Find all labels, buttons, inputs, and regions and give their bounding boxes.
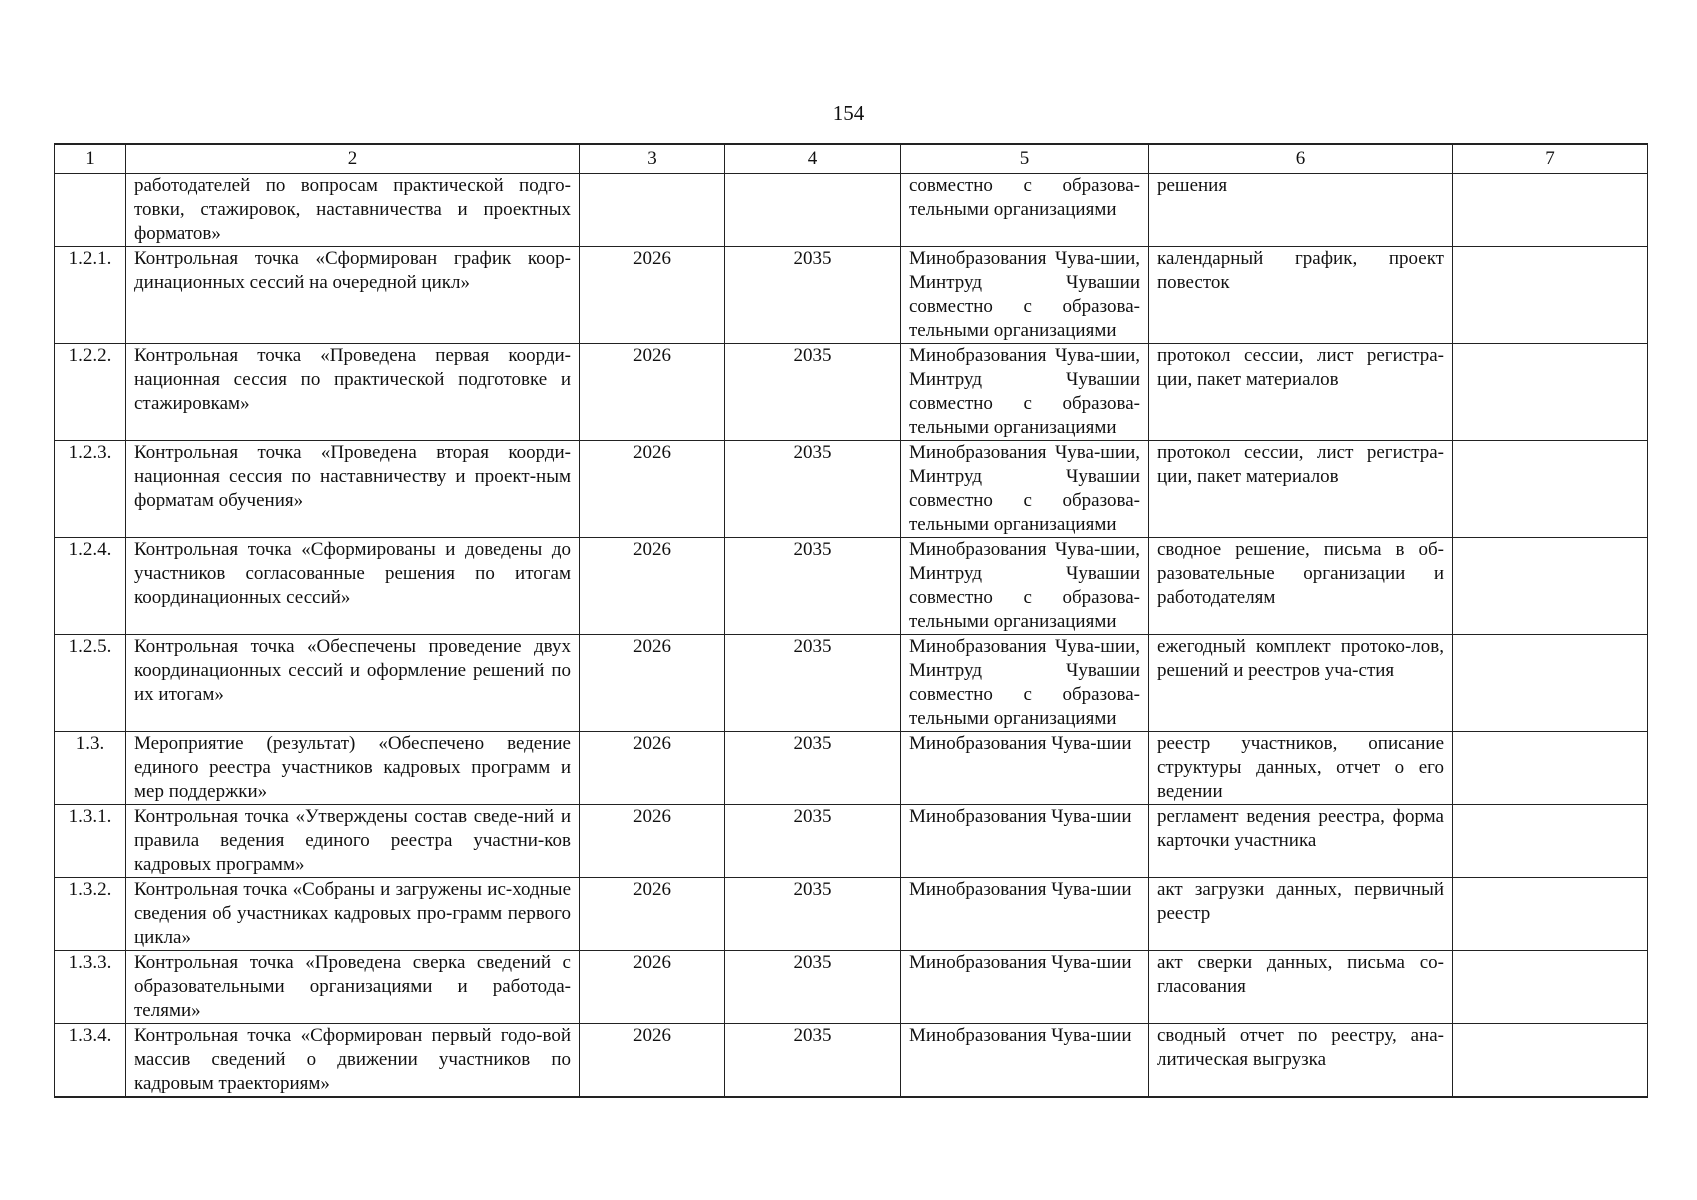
event-name: Контрольная точка «Проведена первая коорди-национная сессия по практической подготовке и стажировкам» [126,344,580,441]
start-year: 2026 [580,344,725,441]
row-number: 1.2.2. [55,344,126,441]
row-number: 1.3.4. [55,1024,126,1098]
row-number: 1.3. [55,732,126,805]
event-name: Контрольная точка «Сформированы и доведены до участников согласованные решения по итогам координационных сессий» [126,538,580,635]
event-name: Мероприятие (результат) «Обеспечено ведение единого реестра участников кадровых программ и мер поддержки» [126,732,580,805]
row-number: 1.3.2. [55,878,126,951]
event-name: Контрольная точка «Проведена сверка сведений с образовательными организациями и работода-телями» [126,951,580,1024]
result-document: сводное решение, письма в об-разовательные организации и работодателям [1149,538,1453,635]
row-number: 1.2.5. [55,635,126,732]
responsible: Минобразования Чува-шии [901,878,1149,951]
result-document: акт сверки данных, письма со-гласования [1149,951,1453,1024]
result-document: ежегодный комплект протоко-лов, решений и реестров уча-стия [1149,635,1453,732]
note [1453,441,1648,538]
note [1453,1024,1648,1098]
page-number: 154 [832,101,865,125]
column-number: 4 [725,144,901,174]
note [1453,951,1648,1024]
event-name: Контрольная точка «Сформирован график коор-динационных сессий на очередной цикл» [126,247,580,344]
note [1453,344,1648,441]
end-year [725,174,901,247]
result-document: календарный график, проект повесток [1149,247,1453,344]
end-year: 2035 [725,878,901,951]
event-name: Контрольная точка «Собраны и загружены ис-ходные сведения об участниках кадровых про-грамм первого цикла» [126,878,580,951]
event-name: Контрольная точка «Проведена вторая коорди-национная сессия по наставничеству и проект-ным форматам обучения» [126,441,580,538]
responsible: Минобразования Чува-шии [901,805,1149,878]
plan-table [54,143,1648,1098]
row-number: 1.3.3. [55,951,126,1024]
column-number: 2 [126,144,580,174]
event-name: работодателей по вопросам практической подго-товки, стажировок, наставничества и проектных форматов» [126,174,580,247]
responsible: Минобразования Чува-шии [901,1024,1149,1098]
table-row [55,441,1648,538]
start-year: 2026 [580,538,725,635]
end-year: 2035 [725,635,901,732]
table-row [55,1024,1648,1098]
start-year: 2026 [580,732,725,805]
result-document: реестр участников, описание структуры данных, отчет о его ведении [1149,732,1453,805]
note [1453,247,1648,344]
table-row [55,247,1648,344]
note [1453,805,1648,878]
row-number [55,174,126,247]
end-year: 2035 [725,1024,901,1098]
responsible: Минобразования Чува-шии [901,951,1149,1024]
column-number-row [55,144,1648,174]
result-document: регламент ведения реестра, форма карточки участника [1149,805,1453,878]
start-year [580,174,725,247]
table-row [55,635,1648,732]
start-year: 2026 [580,441,725,538]
event-name: Контрольная точка «Сформирован первый годо-вой массив сведений о движении участников по кадровым траекториям» [126,1024,580,1098]
column-number: 7 [1453,144,1648,174]
responsible: Минобразования Чува-шии, Минтруд Чувашии совместно с образова-тельными организациями [901,247,1149,344]
table-row [55,805,1648,878]
row-number: 1.2.4. [55,538,126,635]
table-row [55,878,1648,951]
end-year: 2035 [725,247,901,344]
end-year: 2035 [725,441,901,538]
note [1453,732,1648,805]
start-year: 2026 [580,878,725,951]
responsible: Минобразования Чува-шии, Минтруд Чувашии совместно с образова-тельными организациями [901,441,1149,538]
end-year: 2035 [725,805,901,878]
start-year: 2026 [580,635,725,732]
column-number: 6 [1149,144,1453,174]
start-year: 2026 [580,951,725,1024]
end-year: 2035 [725,538,901,635]
responsible: Минобразования Чува-шии, Минтруд Чувашии совместно с образова-тельными организациями [901,344,1149,441]
responsible: совместно с образова-тельными организациями [901,174,1149,247]
table-row [55,344,1648,441]
table-row [55,174,1648,247]
note [1453,538,1648,635]
result-document: протокол сессии, лист регистра-ции, пакет материалов [1149,441,1453,538]
start-year: 2026 [580,805,725,878]
responsible: Минобразования Чува-шии [901,732,1149,805]
start-year: 2026 [580,247,725,344]
end-year: 2035 [725,344,901,441]
column-number: 1 [55,144,126,174]
note [1453,635,1648,732]
table-row [55,732,1648,805]
result-document: акт загрузки данных, первичный реестр [1149,878,1453,951]
end-year: 2035 [725,951,901,1024]
result-document: сводный отчет по реестру, ана-литическая выгрузка [1149,1024,1453,1098]
event-name: Контрольная точка «Утверждены состав сведе-ний и правила ведения единого реестра участни-ков кадровых программ» [126,805,580,878]
result-document: решения [1149,174,1453,247]
end-year: 2035 [725,732,901,805]
result-document: протокол сессии, лист регистра-ции, пакет материалов [1149,344,1453,441]
responsible: Минобразования Чува-шии, Минтруд Чувашии совместно с образова-тельными организациями [901,635,1149,732]
note [1453,878,1648,951]
column-number: 5 [901,144,1149,174]
event-name: Контрольная точка «Обеспечены проведение двух координационных сессий и оформление решений по их итогам» [126,635,580,732]
column-number: 3 [580,144,725,174]
note [1453,174,1648,247]
table-row [55,951,1648,1024]
start-year: 2026 [580,1024,725,1098]
row-number: 1.2.1. [55,247,126,344]
row-number: 1.2.3. [55,441,126,538]
row-number: 1.3.1. [55,805,126,878]
responsible: Минобразования Чува-шии, Минтруд Чувашии совместно с образова-тельными организациями [901,538,1149,635]
table-row [55,538,1648,635]
